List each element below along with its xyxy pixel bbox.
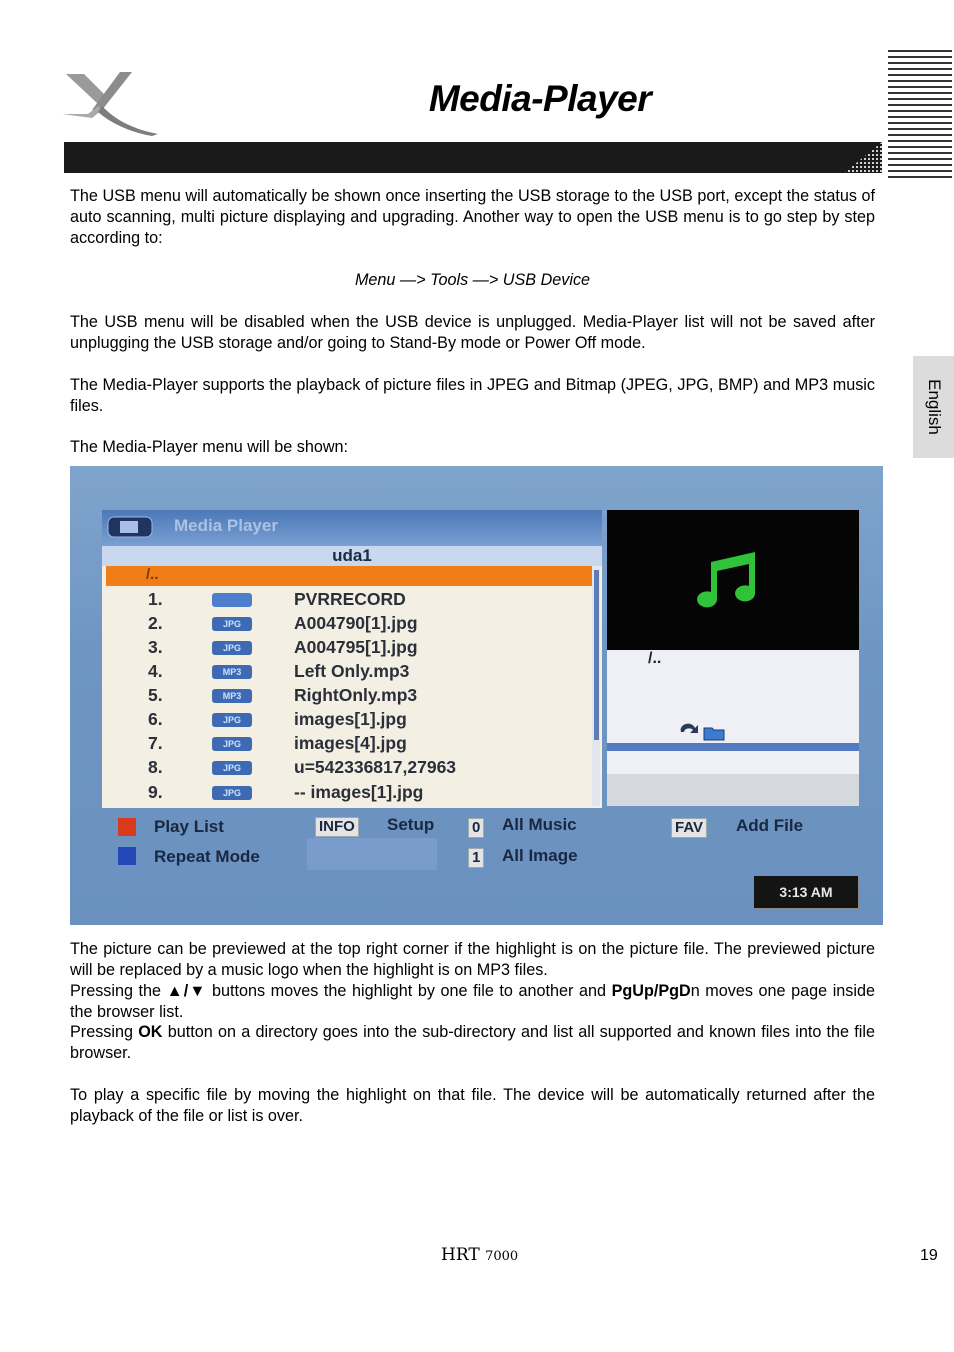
file-name: PVRRECORD [294,589,406,609]
file-name: -- images[1].jpg [294,782,424,802]
media-player-screenshot [70,466,883,925]
preview-window [607,510,859,650]
file-name: A004795[1].jpg [294,637,418,657]
scrollbar-thumb[interactable] [594,570,599,740]
jpg-icon: JPG [212,786,252,800]
add-file-label[interactable]: Add File [736,816,804,835]
repeat-folder-icon [678,722,752,742]
model-name: HRT 7000 [441,1245,519,1265]
jpg-icon: JPG [212,737,252,751]
file-number: 5. [148,685,163,705]
file-number: 3. [148,637,163,657]
highlight-path: /.. [146,566,159,583]
file-number: 2. [148,613,163,633]
clock: 3:13 AM [753,875,859,909]
play-paragraph: To play a specific file by moving the highlight on that file. The device will be automatically returned after the playback of the file or list is over. [70,1086,875,1125]
file-name: u=542336817,27963 [294,757,457,777]
blue-key-icon [118,847,136,865]
shown-paragraph: The Media-Player menu will be shown: [70,438,349,456]
music-note-icon [689,548,765,610]
file-number: 9. [148,782,163,802]
info-key: INFO [315,817,359,837]
fav-key: FAV [671,818,707,838]
zero-key: 0 [468,818,484,838]
repeat-mode-label[interactable]: Repeat Mode [154,847,260,866]
file-name: images[1].jpg [294,709,407,729]
navigation-paragraph: Pressing the ▲/▼ buttons moves the highlight by one file to another and PgUp/PgDn moves one page inside the browser list. [70,982,876,1021]
mp3-icon: MP3 [212,665,252,679]
file-name: Left Only.mp3 [294,661,410,681]
play-list-label[interactable]: Play List [154,817,224,836]
dot-pattern [64,142,882,173]
progress-bar [607,743,859,751]
page-number: 19 [920,1247,938,1264]
file-number: 4. [148,661,163,681]
jpg-icon: JPG [212,761,252,775]
file-number: 8. [148,757,163,777]
media-icon [106,514,156,540]
all-music-label[interactable]: All Music [502,815,577,834]
file-name: images[4].jpg [294,733,407,753]
highlight-row[interactable] [106,566,592,586]
folder-name: uda1 [102,546,602,566]
legend-blank [307,838,437,870]
menu-title: Media Player [174,516,278,535]
ok-paragraph: Pressing OK button on a directory goes into the sub-directory and list all supported and known files into the file browser. [70,1023,875,1062]
file-name: RightOnly.mp3 [294,685,418,705]
mp3-icon: MP3 [212,689,252,703]
folder-icon [212,593,252,607]
file-name: A004790[1].jpg [294,613,418,633]
language-label: English [924,379,944,435]
setup-label[interactable]: Setup [387,815,435,834]
language-tab [913,356,954,458]
page-keys: PgUp/PgD [611,982,691,1000]
one-key: 1 [468,848,484,868]
jpg-icon: JPG [212,617,252,631]
jpg-icon: JPG [212,641,252,655]
file-number: 6. [148,709,163,729]
file-number: 1. [148,589,163,609]
jpg-icon: JPG [212,713,252,727]
status-area [607,774,859,806]
supports-paragraph: The Media-Player supports the playback of picture files in JPEG and Bitmap (JPEG, JPG, BMP) and MP3 music files. [70,376,875,415]
page-title: Media-Player [428,78,652,119]
title-rule [64,142,882,173]
file-number: 7. [148,733,163,753]
preview-paragraph: The picture can be previewed at the top right corner if the highlight is on the picture file. The previewed picture will be replaced by a music logo when the highlight is on MP3 files. [70,940,875,979]
arrow-keys: ▲/▼ [166,982,207,1000]
ok-key: OK [138,1023,163,1041]
current-path: /.. [648,650,662,667]
red-key-icon [118,818,136,836]
all-image-label[interactable]: All Image [502,846,578,865]
stripe-decoration [888,50,952,178]
intro-paragraph: The USB menu will automatically be shown once inserting the USB storage to the USB port, except the status of auto scanning, multi picture displaying and upgrading. Another way to open the USB menu is to go step by step according to: [70,187,875,247]
disabled-paragraph: The USB menu will be disabled when the USB device is unplugged. Media-Player list will not be saved after unplugging the USB storage and/or going to Stand-By mode or Power Off mode. [70,313,875,352]
menu-path: Menu —> Tools —> USB Device [354,271,591,289]
